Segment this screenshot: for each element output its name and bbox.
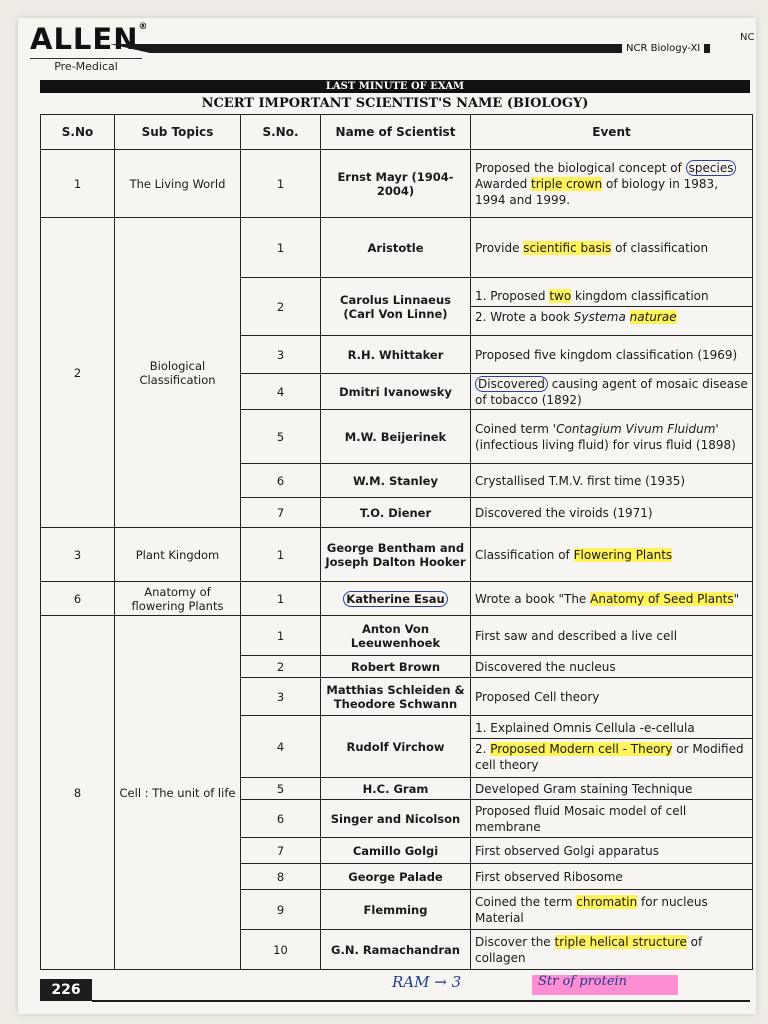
row-sno: 1 [241, 218, 321, 278]
row-sno: 5 [241, 778, 321, 800]
row-sno: 6 [241, 464, 321, 498]
event-cell: 1. Explained Omnis Cellula -e-cellula 2. Proposed Modern cell - Theory or Modified cell theory [471, 716, 753, 778]
row-sno: 1 [241, 582, 321, 616]
row-sno: 9 [241, 890, 321, 930]
table-row [41, 528, 753, 582]
allen-logo: ALLEN® [30, 22, 149, 56]
row-sno: 3 [241, 336, 321, 374]
event-cell: Provide scientific basis of classification [471, 218, 753, 278]
group-sno: 2 [41, 218, 115, 528]
banner: LAST MINUTE OF EXAM [40, 80, 750, 93]
scientist-name: M.W. Beijerinek [321, 410, 471, 464]
scientist-name: Anton Von Leeuwenhoek [321, 616, 471, 656]
handwritten-note-2: Str of protein [538, 974, 628, 989]
group-topic: Plant Kingdom [115, 528, 241, 582]
col-header: Event [471, 115, 753, 150]
scientist-name: G.N. Ramachandran [321, 930, 471, 970]
row-sno: 2 [241, 656, 321, 678]
scientist-name: T.O. Diener [321, 498, 471, 528]
group-sno: 8 [41, 616, 115, 970]
scientist-table [40, 114, 753, 970]
group-sno: 3 [41, 528, 115, 582]
table-header-row [41, 115, 753, 150]
scientist-name: George Bentham and Joseph Dalton Hooker [321, 528, 471, 582]
scientist-name: W.M. Stanley [321, 464, 471, 498]
event-cell: Discovered the viroids (1971) [471, 498, 753, 528]
row-sno: 2 [241, 278, 321, 336]
corner-label: NC [740, 32, 755, 43]
row-sno: 1 [241, 616, 321, 656]
scientist-name: H.C. Gram [321, 778, 471, 800]
event-cell: Classification of Flowering Plants [471, 528, 753, 582]
scientist-name: Aristotle [321, 218, 471, 278]
scientist-name: Robert Brown [321, 656, 471, 678]
event-cell: First observed Ribosome [471, 864, 753, 890]
row-sno: 1 [241, 150, 321, 218]
handwritten-note: RAM → 3 [392, 973, 462, 991]
col-header: S.No [41, 115, 115, 150]
scientist-name: Katherine Esau [321, 582, 471, 616]
footer-rule [92, 1000, 750, 1002]
scientist-name: Camillo Golgi [321, 838, 471, 864]
row-sno: 5 [241, 410, 321, 464]
group-topic: Cell : The unit of life [115, 616, 241, 970]
row-sno: 4 [241, 716, 321, 778]
table-row [41, 616, 753, 656]
row-sno: 8 [241, 864, 321, 890]
group-sno: 6 [41, 582, 115, 616]
event-cell: 1. Proposed two kingdom classification 2. Wrote a book Systema naturae [471, 278, 753, 336]
event-cell: Developed Gram staining Technique [471, 778, 753, 800]
event-cell: Coined term 'Contagium Vivum Fluidum' (infectious living fluid) for virus fluid (1898) [471, 410, 753, 464]
group-sno: 1 [41, 150, 115, 218]
table-row [41, 218, 753, 278]
group-topic: Anatomy of flowering Plants [115, 582, 241, 616]
col-header: Sub Topics [115, 115, 241, 150]
scientist-name: Matthias Schleiden & Theodore Schwann [321, 678, 471, 716]
event-cell: First saw and described a live cell [471, 616, 753, 656]
scientist-name: Dmitri Ivanowsky [321, 374, 471, 410]
row-sno: 6 [241, 800, 321, 838]
col-header: S.No. [241, 115, 321, 150]
event-cell: First observed Golgi apparatus [471, 838, 753, 864]
row-sno: 7 [241, 838, 321, 864]
event-cell: Discovered causing agent of mosaic disease of tobacco (1892) [471, 374, 753, 410]
scientist-name: Rudolf Virchow [321, 716, 471, 778]
scientist-name: Singer and Nicolson [321, 800, 471, 838]
event-cell: Discovered the nucleus [471, 656, 753, 678]
event-cell: Proposed five kingdom classification (1969) [471, 336, 753, 374]
scientist-name: R.H. Whittaker [321, 336, 471, 374]
scientist-name: George Palade [321, 864, 471, 890]
scientist-name: Ernst Mayr (1904-2004) [321, 150, 471, 218]
table-row [41, 150, 753, 218]
page-title: NCERT IMPORTANT SCIENTIST'S NAME (BIOLOGY) [201, 96, 589, 111]
scientist-name: Flemming [321, 890, 471, 930]
col-header: Name of Scientist [321, 115, 471, 150]
row-sno: 7 [241, 498, 321, 528]
scientist-name: Carolus Linnaeus (Carl Von Linne) [321, 278, 471, 336]
event-cell: Crystallised T.M.V. first time (1935) [471, 464, 753, 498]
book-label: NCR Biology-XI [622, 43, 704, 54]
row-sno: 3 [241, 678, 321, 716]
logo-subtitle: Pre-Medical [30, 58, 142, 73]
event-cell: Wrote a book "The Anatomy of Seed Plants" [471, 582, 753, 616]
row-sno: 4 [241, 374, 321, 410]
event-cell: Proposed fluid Mosaic model of cell membrane [471, 800, 753, 838]
table-row [41, 582, 753, 616]
group-topic: The Living World [115, 150, 241, 218]
event-cell: Coined the term chromatin for nucleus Material [471, 890, 753, 930]
group-topic: Biological Classification [115, 218, 241, 528]
event-cell: Proposed Cell theory [471, 678, 753, 716]
event-cell: Discover the triple helical structure of collagen [471, 930, 753, 970]
row-sno: 10 [241, 930, 321, 970]
row-sno: 1 [241, 528, 321, 582]
page-number: 226 [40, 979, 92, 1001]
event-cell: Proposed the biological concept of species Awarded triple crown of biology in 1983, 1994 and 1999. [471, 150, 753, 218]
